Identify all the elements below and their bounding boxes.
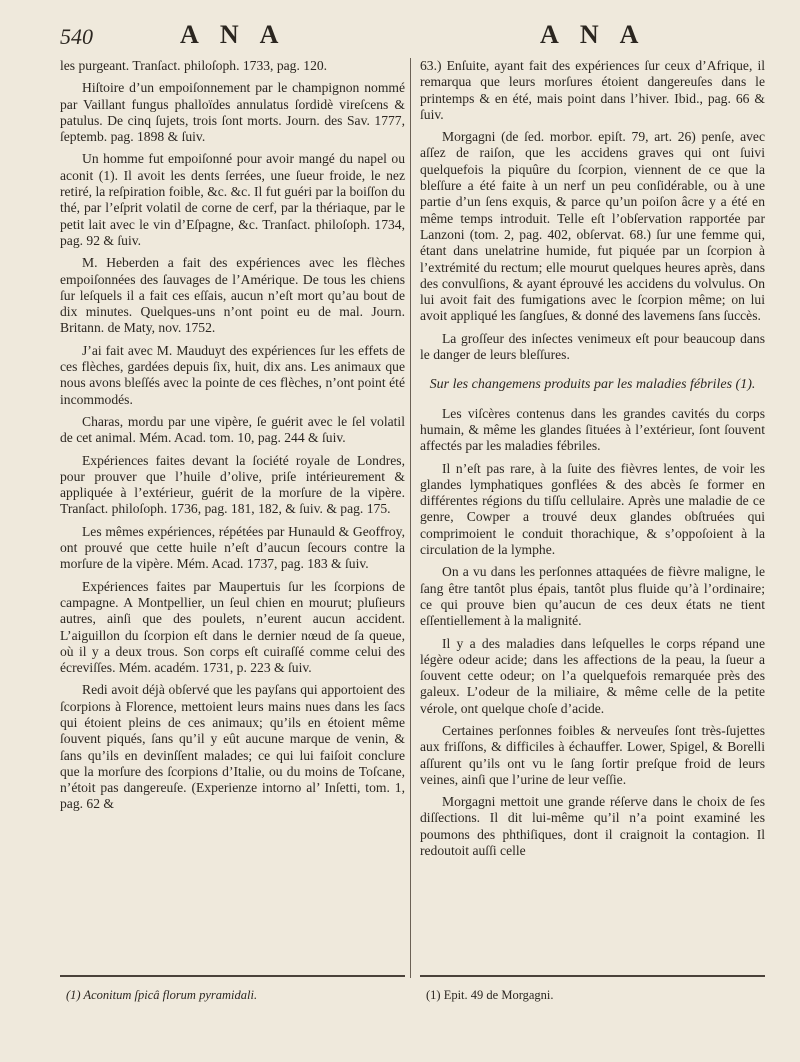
paragraph: Morgagni mettoit une grande réſerve dans le choix de ſes diſſections. Il dit lui-même qu’il n’a point examiné les poumons des phthiſiques, dont il craignoit la contagion. Il redoutoit auſſi celle	[420, 794, 765, 859]
running-title-right: A N A	[540, 20, 647, 49]
paragraph: Redi avoit déjà obſervé que les payſans qui apportoient des ſcorpions à Florence, mettoient leurs mains nues dans les ſacs qui étoient pleins de ces animaux; qu’ils en étoient même ſouvent piqués, ſans qu’il y eût aucune marque de venin, & ſans qu’ils en devinſſent malades; ce qui lui faiſoit conclure que la morſure des ſcorpions d’Italie, ou du moins de Toſcane, n’étoit pas dangereuſe. (Experienze intorno al’ Inſetti, tom. 1, pag. 62 &	[60, 682, 405, 812]
footnote-rule-right	[420, 975, 765, 977]
paragraph: Charas, mordu par une vipère, ſe guérit avec le ſel volatil de cet animal. Mém. Acad. tom. 10, pag. 244 & ſuiv.	[60, 413, 405, 446]
page-number: 540	[60, 24, 93, 49]
paragraph: 63.) Enſuite, ayant fait des expériences ſur ceux d’Afrique, il remarqua que leurs morſures étoient dangereuſes dans le printemps & en été, mais point dans l’hiver. Ibid., pag. 66 & ſuiv.	[420, 58, 765, 122]
paragraph: La groſſeur des inſectes venimeux eſt pour beaucoup dans le danger de leurs bleſſures.	[420, 330, 765, 363]
paragraph: Certaines perſonnes foibles & nerveuſes ſont très-ſujettes aux friſſons, & difficiles à échauffer. Lower, Spigel, & Borelli aſſurent qu’ils ont vu le ſang ſortir preſque froid de leurs veines, ainſi que l’urine de leur veſſie.	[420, 722, 765, 787]
paragraph: Les mêmes expériences, répétées par Hunauld & Geoffroy, ont prouvé que cette huile n’eſt d’aucun ſecours contre la morſure de la vipère. Mém. Acad. 1737, pag. 183 & ſuiv.	[60, 523, 405, 572]
running-title-left: A N A	[180, 20, 287, 49]
paragraph: Un homme fut empoiſonné pour avoir mangé du napel ou aconit (1). Il avoit les dents ſerrées, une ſueur froide, le nez retiré, la reſpiration foible, &c. &c. Il fut guéri par la boiſſon du thé, par l’eſprit volatil de corne de cerf, par la thériaque, par le petit lait avec le vin d’Eſpagne, &c. Tranſact. philoſoph. 1734, pag. 92 & ſuiv.	[60, 151, 406, 248]
column-divider	[410, 58, 411, 978]
right-column	[420, 58, 765, 865]
paragraph: les purgeant. Tranſact. philoſoph. 1733, pag. 120.	[60, 58, 328, 73]
footnote-rule-left	[60, 975, 405, 977]
footnote-left: (1) Aconitum ſpicâ florum pyramidali.	[66, 988, 258, 1002]
paragraph: Expériences faites devant la ſociété royale de Londres, pour prouver que l’huile d’olive, priſe intérieurement & appliquée à l’extérieur, guérit de la morſure de la vipère. Tranſact. philoſoph. 1736, pag. 181, 182, & ſuiv. & pag. 175.	[60, 452, 405, 517]
paragraph: Les viſcères contenus dans les grandes cavités du corps humain, & même les glandes ſituées à l’extérieur, ſont ſouvent affectés par les maladies fébriles.	[420, 405, 765, 454]
paragraph: M. Heberden a fait des expériences avec les flèches empoiſonnées des ſauvages de l’Amérique. De tous les chiens ſur leſquels il a fait ces eſſais, aucun n’eſt mort qu’au bout de dix minutes. Quelques-uns n’ont point eu de mal. Journ. Britann. de Maty, nov. 1752.	[60, 255, 405, 336]
left-column	[60, 58, 405, 819]
paragraph: Hiſtoire d’un empoiſonnement par le champignon nommé par Vaillant fungus phalloïdes annulatus ſordidè vireſcens & patulus. De cinq ſujets, trois ſont morts. Journ. des Sav. 1777, ſeptemb. pag. 1898 & ſuiv.	[60, 80, 405, 145]
footnote-right: (1) Epit. 49 de Morgagni.	[426, 988, 554, 1002]
paragraph: Expériences faites par Maupertuis ſur les ſcorpions de campagne. A Montpellier, un ſeul chien en mourut; pluſieurs autres, ainſi que des poulets, n’eurent aucun accident. L’aiguillon du ſcorpion eſt dans le dernier nœud de ſa queue, où il y a deux trous. Son corps eſt cuiraſſé comme celui des écreviſſes. Mém. académ. 1731, p. 223 & ſuiv.	[60, 578, 405, 676]
paragraph: Il y a des maladies dans leſquelles le corps répand une légère odeur acide; dans les affections de la peau, la ſueur a ſouvent cette odeur; on l’a quelquefois remarquée près des galeux. L’odeur de la miliaire, & même celle de la petite vérole, ont quelque choſe d’acide.	[420, 635, 765, 716]
paragraph: On a vu dans les perſonnes attaquées de fièvre maligne, le ſang être tantôt plus épais, tantôt plus fluide qu’à l’ordinaire; ce qui prouve bien qu’aucun de ces deux états ne tient eſſentiellement à la malignité.	[420, 564, 765, 629]
running-header	[60, 20, 760, 56]
paragraph: Morgagni (de ſed. morbor. epiſt. 79, art. 26) penſe, avec aſſez de raiſon, que les accidens graves qui ont ſuivi quelquefois la piquûre du ſcorpion, viennent de ce que la bleſſure a été faite à un nerf un peu conſidérable, ou à une partie d’un ſens exquis, & parce qu’un poiſon âcre y a été en même temps introduit. Telle eſt l’obſervation rapportée par Lanzoni (tom. 2, pag. 402, obſervat. 68.) ſur une femme qui, étant dans unelatrine humide, fut piquée par un ſcorpion à l’extrémité du rectum; elle mourut quelques heures après, dans des convulſions, & ayant éprouvé les accidens du volvulus. On lui avoit fait des fumigations avec le ſcorpion même; on lui avoit appliqué les ſangſues, & donné des lavemens ſans ſuccès.	[420, 129, 765, 324]
section-heading: Sur les changemens produits par les maladies fébriles (1).	[429, 377, 756, 393]
paragraph: J’ai fait avec M. Mauduyt des expériences ſur les effets de ces flèches, gardées depuis ſix, huit, dix ans. Les animaux que nous avons bleſſés avec la pointe de ces flèches, n’ont point été incommodés.	[60, 342, 405, 407]
paragraph: Il n’eſt pas rare, à la ſuite des fièvres lentes, de voir les glandes lymphatiques gonflées & des abcès ſe former en différentes régions du tiſſu cellulaire. Après une maladie de ce genre, Cowper a trouvé deux glandes obſtruées qui comprimoient le conduit thorachique, & s’oppoſoient à la circulation de la lymphe.	[420, 460, 765, 558]
